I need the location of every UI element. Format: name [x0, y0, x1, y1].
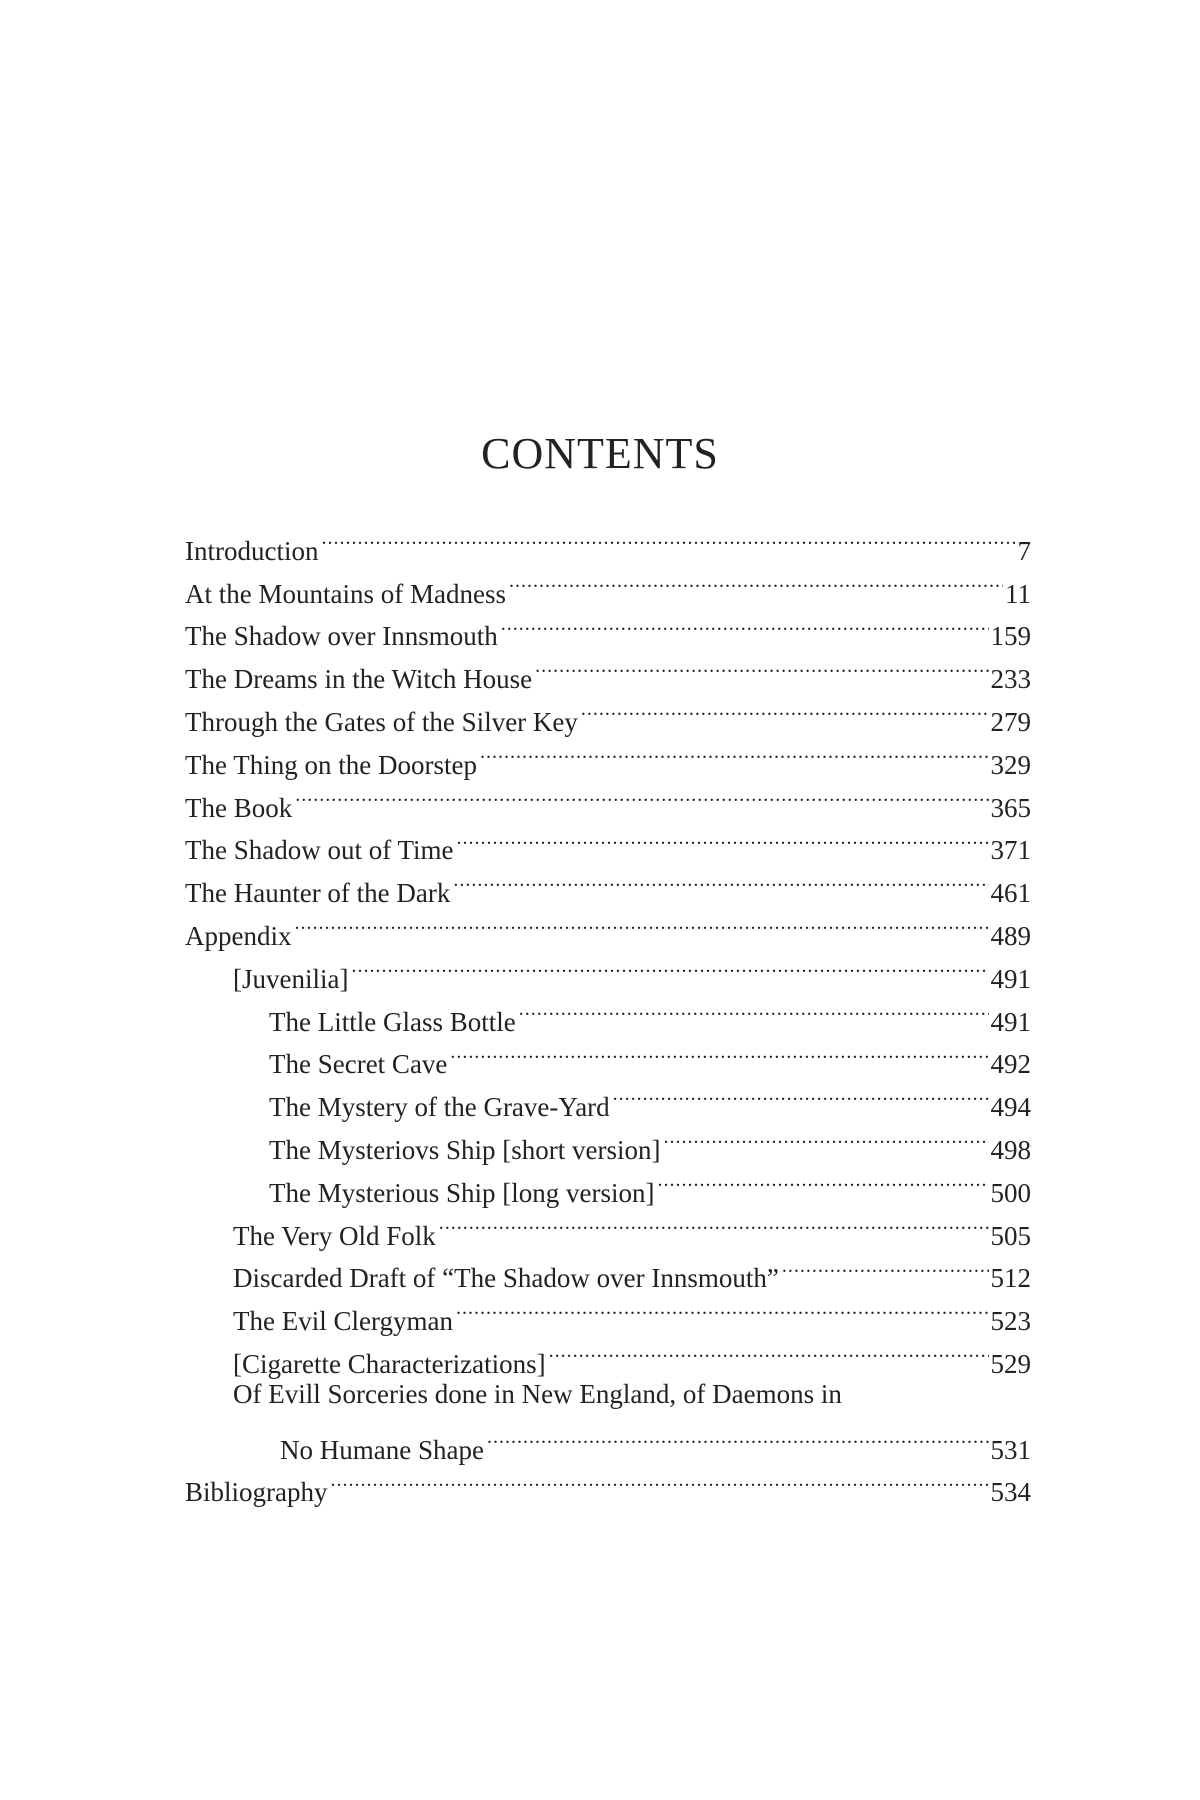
toc-entry-title: Of Evill Sorceries done in New England, of Daemons in — [233, 1378, 842, 1409]
toc-entry-title: The Little Glass Bottle — [269, 1006, 516, 1037]
toc-entry-title: Discarded Draft of “The Shadow over Innsmouth” — [233, 1263, 779, 1294]
toc-page-number: 371 — [990, 835, 1031, 866]
dot-leader — [535, 645, 988, 688]
dot-leader — [351, 945, 988, 988]
toc-entry[interactable] — [185, 902, 1031, 951]
toc-entry-title: The Very Old Folk — [233, 1220, 436, 1251]
toc-page-number: 329 — [990, 749, 1031, 780]
toc-page-number: 529 — [990, 1348, 1031, 1379]
dot-leader — [501, 603, 989, 646]
dot-leader — [331, 1459, 989, 1502]
toc-entry-title: The Thing on the Doorstep — [185, 749, 477, 780]
toc-entry[interactable] — [185, 517, 1031, 566]
toc-page-number: 233 — [990, 664, 1031, 695]
toc-page-number: 159 — [990, 621, 1031, 652]
toc-entry-title: At the Mountains of Madness — [185, 578, 506, 609]
toc-entry-title: The Shadow over Innsmouth — [185, 621, 498, 652]
toc-entry-title: Through the Gates of the Silver Key — [185, 706, 578, 737]
dot-leader — [657, 1159, 988, 1202]
toc-page-number: 500 — [990, 1177, 1031, 1208]
dot-leader — [782, 1245, 989, 1288]
toc-entry-title: Appendix — [185, 920, 292, 951]
dot-leader — [295, 774, 988, 817]
dot-leader — [457, 817, 989, 860]
toc-subentry[interactable] — [185, 1373, 1031, 1416]
toc-page-number: 494 — [990, 1092, 1031, 1123]
dot-leader — [663, 1116, 988, 1159]
dot-leader — [456, 1287, 989, 1330]
toc-page-number: 523 — [990, 1306, 1031, 1337]
toc-entry-title: Bibliography — [185, 1477, 328, 1508]
toc-entry-title: No Humane Shape — [280, 1434, 484, 1465]
toc-entry-title: The Haunter of the Dark — [185, 878, 451, 909]
dot-leader — [453, 859, 988, 902]
toc-page-number: 534 — [990, 1477, 1031, 1508]
toc-page-number: 505 — [990, 1220, 1031, 1251]
toc-page-number: 489 — [990, 920, 1031, 951]
toc-entry[interactable] — [185, 817, 1031, 866]
dot-leader — [439, 1202, 989, 1245]
toc-entry-title: The Dreams in the Witch House — [185, 664, 533, 695]
dot-leader — [450, 1031, 988, 1074]
toc-page-number: 492 — [990, 1049, 1031, 1080]
toc-entry-title: The Mysteriovs Ship [short version] — [269, 1134, 661, 1165]
toc-page-number: 491 — [990, 963, 1031, 994]
toc-entry-title: The Evil Clergyman — [233, 1306, 453, 1337]
dot-leader — [613, 1073, 989, 1116]
dot-leader — [294, 902, 988, 945]
dot-leader — [581, 688, 989, 731]
page-title: CONTENTS — [481, 429, 719, 478]
dot-leader — [321, 517, 1015, 560]
toc-entry-title: The Mystery of the Grave-Yard — [269, 1092, 610, 1123]
toc-entry[interactable] — [185, 774, 1031, 823]
toc-entry-title: [Cigarette Characterizations] — [233, 1348, 546, 1379]
toc-entry-title: The Secret Cave — [269, 1049, 448, 1080]
toc-entry-title: [Juvenilia] — [233, 963, 349, 994]
dot-leader — [519, 988, 989, 1031]
dot-leader — [480, 731, 989, 774]
toc-subentry[interactable] — [185, 945, 1031, 994]
toc-entry-title: The Shadow out of Time — [185, 835, 454, 866]
toc-entry-title: The Book — [185, 792, 293, 823]
toc-subentry-continuation[interactable] — [185, 1416, 1031, 1465]
toc-page-number: 11 — [1005, 578, 1031, 609]
toc-page-number: 491 — [990, 1006, 1031, 1037]
toc-page-number: 531 — [990, 1434, 1031, 1465]
toc-page-number: 512 — [990, 1263, 1031, 1294]
dot-leader — [549, 1330, 989, 1373]
toc-entry-title: The Mysterious Ship [long version] — [269, 1177, 655, 1208]
toc-page-number: 279 — [990, 706, 1031, 737]
table-of-contents — [185, 517, 1031, 1508]
dot-leader — [487, 1416, 989, 1459]
toc-entry-title: Introduction — [185, 535, 319, 566]
toc-page-number: 498 — [990, 1134, 1031, 1165]
toc-page-number: 7 — [1017, 535, 1031, 566]
dot-leader — [509, 560, 1003, 603]
toc-page-number: 461 — [990, 878, 1031, 909]
toc-page-number: 365 — [990, 792, 1031, 823]
